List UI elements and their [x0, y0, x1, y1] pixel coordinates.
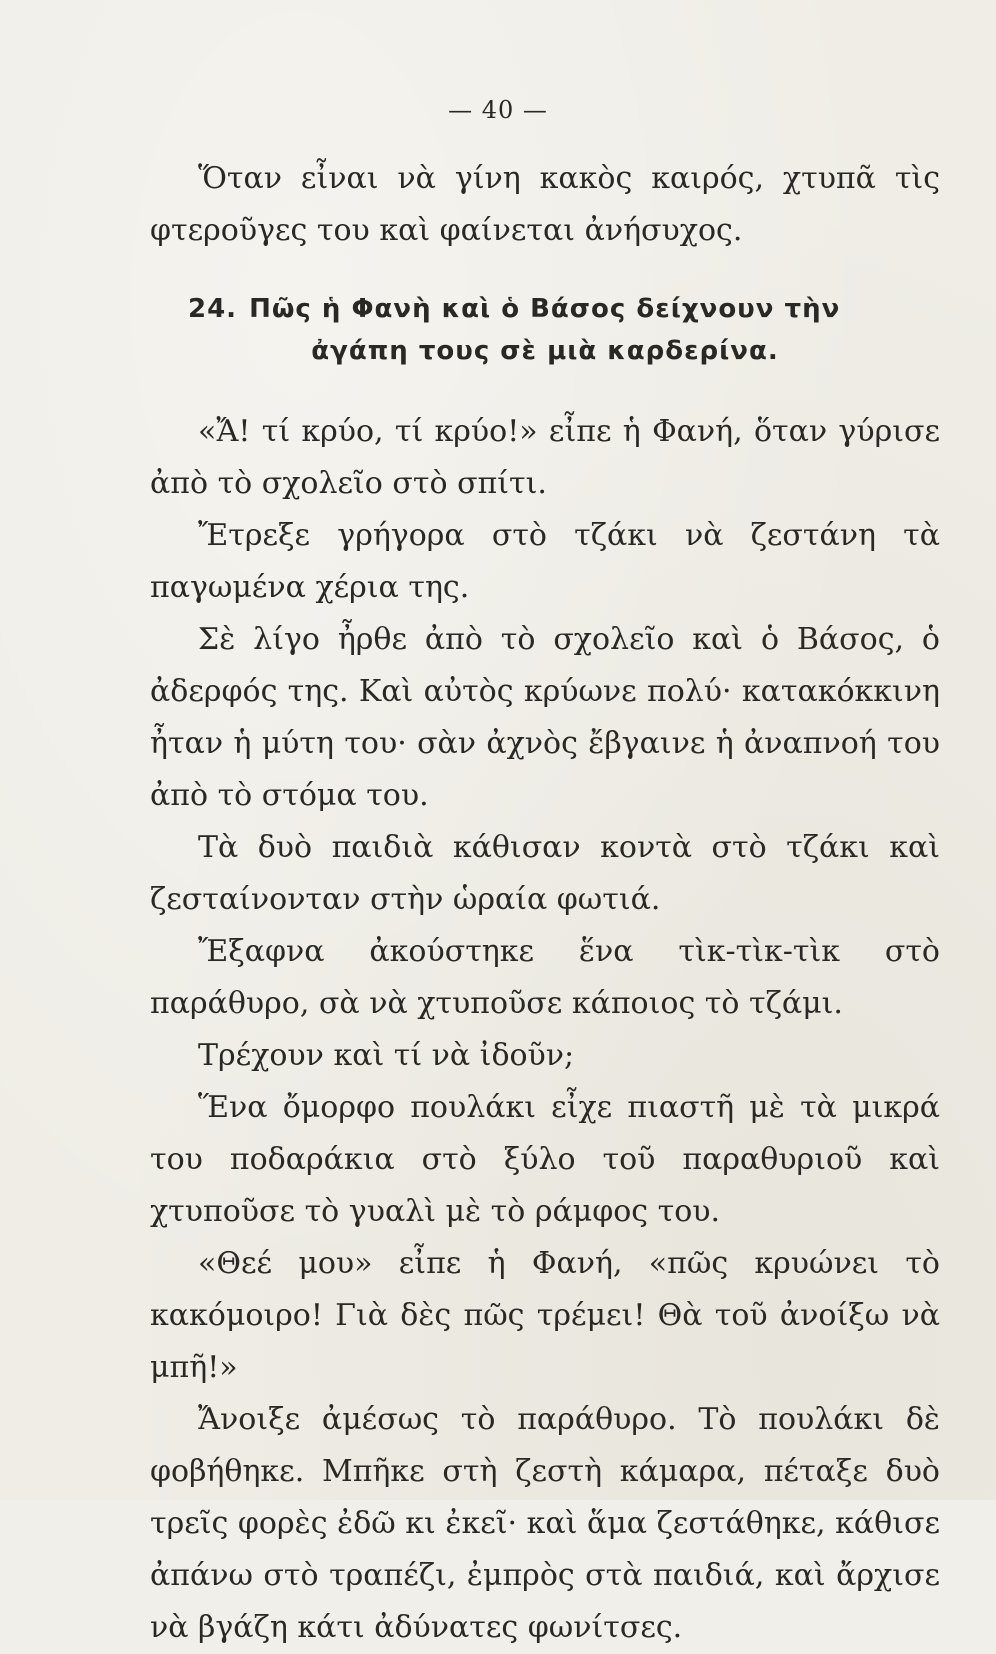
paragraph: «Ἄ! τί κρύο, τί κρύο!» εἶπε ἡ Φανή, ὅταν γύρισε ἀπὸ τὸ σχολεῖο στὸ σπίτι.: [150, 414, 940, 501]
paragraph: Ἔτρεξε γρήγορα στὸ τζάκι νὰ ζεστάνη τὰ παγωμένα χέρια της.: [150, 518, 940, 605]
chapter-heading-line1: [150, 288, 940, 330]
chapter-title-line2: ἀγάπη τους σὲ μιὰ καρδερίνα.: [311, 336, 779, 366]
story-text: [150, 406, 940, 1654]
paragraph: Τὰ δυὸ παιδιὰ κάθισαν κοντὰ στὸ τζάκι καὶ ζεσταίνονταν στὴν ὡραία φωτιά.: [150, 830, 940, 917]
paragraph: Ἔξαφνα ἀκούστηκε ἕνα τὶκ-τὶκ-τὶκ στὸ παράθυρο, σὰ νὰ χτυποῦσε κάποιος τὸ τζάμι.: [150, 934, 940, 1021]
chapter-title-line1: Πῶς ἡ Φανὴ καὶ ὁ Βάσος δείχνουν τὴν: [249, 294, 841, 324]
paragraph: «Θεέ μου» εἶπε ἡ Φανή, «πῶς κρυώνει τὸ κακόμοιρο! Γιὰ δὲς πῶς τρέμει! Θὰ τοῦ ἀνοίξω νὰ μπῆ!»: [150, 1246, 940, 1385]
paragraph: Ἕνα ὄμορφο πουλάκι εἶχε πιαστῆ μὲ τὰ μικρά του ποδαράκια στὸ ξύλο τοῦ παραθυριοῦ καὶ χτυποῦσε τὸ γυαλὶ μὲ τὸ ράμφος του.: [150, 1090, 940, 1229]
opening-paragraph-block: [150, 153, 940, 257]
chapter-number: 24.: [188, 294, 238, 324]
paragraph: Τρέχουν καὶ τί νὰ ἰδοῦν;: [198, 1038, 575, 1073]
page-number: — 40 —: [448, 96, 548, 124]
paragraph: Σὲ λίγο ἦρθε ἀπὸ τὸ σχολεῖο καὶ ὁ Βάσος, ὁ ἀδερφός της. Καὶ αὐτὸς κρύωνε πολύ· κατακόκκινη ἦταν ἡ μύτη του· σὰν ἀχνὸς ἔβγαινε ἡ ἀναπνοή του ἀπὸ τὸ στόμα του.: [150, 622, 940, 813]
paragraph: Ἄνοιξε ἀμέσως τὸ παράθυρο. Τὸ πουλάκι δὲ φοβήθηκε. Μπῆκε στὴ ζεστὴ κάμαρα, πέταξε δυὸ τρεῖς φορὲς ἐδῶ κι ἐκεῖ· καὶ ἅμα ζεστάθηκε, κάθισε ἀπάνω στὸ τραπέζι, ἐμπρὸς στὰ παιδιά, καὶ ἄρχισε νὰ βγάζη κάτι ἀδύνατες φωνίτσες.: [150, 1402, 940, 1645]
opening-paragraph: Ὅταν εἶναι νὰ γίνη κακὸς καιρός, χτυπᾶ τὶς φτεροῦγες του καὶ φαίνεται ἀνήσυχος.: [150, 161, 940, 248]
chapter-heading: [150, 288, 940, 372]
